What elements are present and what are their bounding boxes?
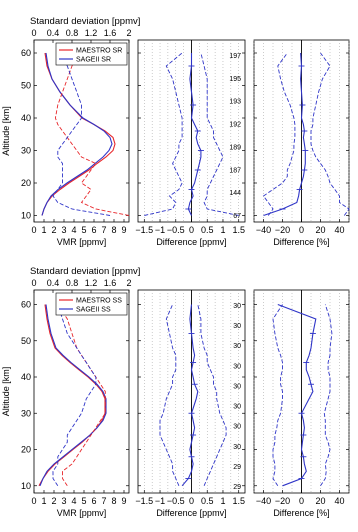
x-tick-label: −40	[255, 496, 272, 506]
y-tick-label: 10	[20, 210, 31, 221]
y-tick-label: 60	[20, 299, 31, 310]
legend-entry: SAGEII SR	[76, 56, 112, 64]
top-tick-label: 0.8	[65, 278, 79, 288]
sample-count-label: 193	[229, 98, 241, 106]
sample-count-label: 67	[233, 213, 241, 220]
sample-count-label: 30	[233, 383, 241, 391]
x-tick-label: 1	[220, 496, 226, 506]
y-tick-label: 30	[20, 145, 31, 156]
sample-count-label: 189	[229, 144, 241, 152]
top-tick-label: 0.4	[46, 28, 60, 38]
x-tick-label: 0.5	[200, 225, 214, 235]
x-tick-label: 8	[111, 225, 117, 235]
sample-count-label: 30	[233, 423, 241, 431]
x-tick-label: 20	[315, 496, 326, 506]
x-tick-label: 3	[61, 496, 67, 506]
sample-count-label: 29	[233, 463, 241, 471]
sample-count-label: 30	[233, 343, 241, 351]
x-tick-label: 0	[31, 225, 37, 235]
x-tick-label: 0	[298, 225, 305, 235]
top-tick-label: 2	[126, 28, 132, 38]
x-tick-label: 1	[41, 496, 47, 506]
x-tick-label: 9	[121, 225, 127, 235]
x-tick-label: 20	[315, 225, 326, 235]
panel-bottom-diff-ppmv	[135, 290, 245, 518]
x-tick-label: 40	[334, 496, 345, 506]
top-tick-label: 2	[126, 278, 132, 288]
y-axis-label: Altitude [km]	[1, 106, 11, 156]
sample-count-label: 30	[233, 363, 241, 371]
x-tick-label: −20	[274, 496, 291, 506]
x-tick-label: 7	[101, 496, 107, 506]
x-tick-label: 5	[81, 496, 87, 506]
x-axis-label: Difference [%]	[273, 237, 330, 247]
sample-count-label: 192	[229, 121, 241, 129]
x-tick-label: 0	[188, 496, 195, 506]
top-tick-label: 0	[31, 278, 37, 288]
x-axis-label: Difference [%]	[273, 508, 330, 518]
y-tick-label: 50	[20, 335, 31, 346]
legend-entry: MAESTRO SR	[76, 47, 123, 55]
x-tick-label: 5	[81, 225, 87, 235]
y-tick-label: 10	[20, 480, 31, 491]
sample-count-label: 30	[233, 323, 241, 331]
sample-count-label: 195	[229, 75, 241, 83]
x-axis-label: Difference [ppmv]	[156, 508, 227, 518]
top-tick-label: 1.2	[84, 278, 98, 288]
y-tick-label: 20	[20, 444, 31, 455]
y-tick-label: 40	[20, 372, 31, 382]
x-tick-label: −0.5	[166, 496, 185, 506]
x-tick-label: 0	[298, 496, 305, 506]
top-tick-label: 0.8	[65, 28, 79, 38]
top-tick-label: 0	[31, 28, 37, 38]
x-tick-label: 4	[71, 496, 77, 506]
x-tick-label: −1.5	[135, 496, 154, 506]
x-tick-label: −0.5	[166, 225, 185, 235]
x-axis-label: VMR [ppmv]	[56, 237, 107, 247]
top-tick-label: 1.2	[84, 28, 98, 38]
sample-count-label: 29	[233, 484, 241, 491]
sample-count-label: 144	[229, 190, 241, 198]
x-tick-label: −1	[154, 496, 166, 506]
x-tick-label: 4	[71, 225, 77, 235]
y-tick-label: 50	[20, 80, 31, 91]
x-tick-label: 6	[91, 225, 97, 235]
sample-count-label: 187	[229, 167, 241, 175]
x-tick-label: 6	[91, 496, 97, 506]
sample-count-label: 30	[233, 443, 241, 451]
top-tick-label: 1.6	[103, 278, 117, 288]
x-axis-label: Difference [ppmv]	[156, 237, 227, 247]
panel-bottom-vmr	[1, 266, 140, 518]
panel-top-vmr	[1, 16, 140, 247]
x-tick-label: −20	[274, 225, 291, 235]
y-tick-label: 40	[20, 113, 31, 123]
x-axis-label: VMR [ppmv]	[56, 508, 107, 518]
x-tick-label: −1.5	[135, 225, 154, 235]
x-tick-label: 1.5	[232, 496, 245, 506]
x-tick-label: 0	[31, 496, 37, 506]
x-tick-label: 1	[220, 225, 226, 235]
x-tick-label: 1.5	[232, 225, 245, 235]
x-tick-label: 9	[121, 496, 127, 506]
top-axis-label: Standard deviation [ppmv]	[30, 16, 141, 27]
x-tick-label: −40	[255, 225, 272, 235]
legend-entry: MAESTRO SS	[76, 297, 122, 305]
x-tick-label: 3	[61, 225, 67, 235]
legend-entry: SAGEII SS	[76, 306, 111, 314]
sample-count-label: 197	[229, 53, 241, 60]
panel-bottom-diff-percent	[254, 290, 349, 518]
y-tick-label: 20	[20, 178, 31, 188]
x-tick-label: 7	[101, 225, 107, 235]
top-axis-label: Standard deviation [ppmv]	[30, 266, 141, 277]
panel-top-diff-ppmv	[135, 40, 245, 247]
y-tick-label: 60	[20, 48, 31, 58]
y-tick-label: 30	[20, 408, 31, 419]
panel-top-diff-percent	[254, 40, 349, 247]
y-axis-label: Altitude [km]	[1, 366, 11, 417]
x-tick-label: 0.5	[200, 496, 214, 506]
x-tick-label: 40	[334, 225, 345, 235]
x-tick-label: 2	[51, 225, 57, 235]
x-tick-label: 2	[51, 496, 57, 506]
top-tick-label: 1.6	[103, 28, 117, 38]
x-tick-label: 1	[41, 225, 47, 235]
sample-count-label: 30	[233, 403, 241, 411]
top-tick-label: 0.4	[46, 278, 60, 288]
x-tick-label: 0	[188, 225, 195, 235]
x-tick-label: −1	[154, 225, 166, 235]
x-tick-label: 8	[111, 496, 117, 506]
sample-count-label: 30	[233, 303, 241, 310]
